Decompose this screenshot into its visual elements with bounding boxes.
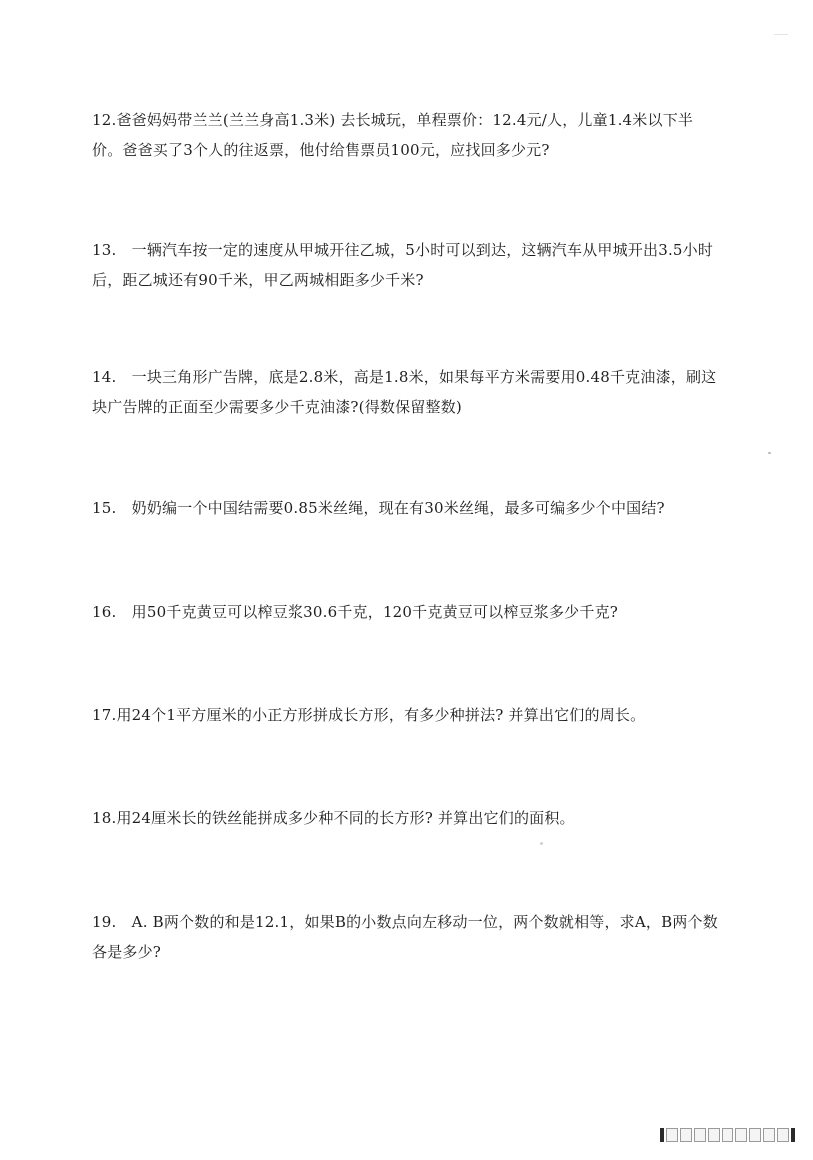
scan-cell-mark [735, 1128, 747, 1142]
problem-16: 16. 用50千克黄豆可以榨豆浆30.6千克，120千克黄豆可以榨豆浆多少千克? [92, 603, 619, 621]
problem-13: 13. 一辆汽车按一定的速度从甲城开往乙城，5小时可以到达，这辆汽车从甲城开出3.5小时后，距乙城还有90千米，甲乙两城相距多少千米? [92, 241, 714, 289]
problem-17: 17.用24个1平方厘米的小正方形拼成长方形，有多少种拼法? 并算出它们的周长。 [92, 706, 646, 724]
scan-mark [774, 34, 788, 35]
problem-12: 12.爸爸妈妈带兰兰(兰兰身高1.3米) 去长城玩，单程票价：12.4元/人，儿童1.4米以下半价。爸爸买了3个人的往返票，他付给售票员100元，应找回多少元? [92, 111, 694, 159]
scan-cell-mark [680, 1128, 692, 1142]
problem-18: 18.用24厘米长的铁丝能拼成多少种不同的长方形? 并算出它们的面积。 [92, 809, 575, 827]
scan-block-mark [660, 1128, 664, 1142]
scan-block-mark [791, 1128, 795, 1142]
problem-19: 19. A. B两个数的和是12.1，如果B的小数点向左移动一位，两个数就相等，求A，B两个数各是多少? [92, 913, 718, 961]
scan-footer-marks [660, 1127, 795, 1143]
scan-cell-mark [763, 1128, 775, 1142]
scan-cell-mark [694, 1128, 706, 1142]
scan-cell-mark [749, 1128, 761, 1142]
problem-14: 14. 一块三角形广告牌，底是2.8米，高是1.8米，如果每平方米需要用0.48千克油漆，刷这块广告牌的正面至少需要多少千克油漆?(得数保留整数) [92, 368, 717, 416]
scan-cell-mark [708, 1128, 720, 1142]
scan-speck [768, 452, 771, 454]
scan-cell-mark [722, 1128, 734, 1142]
scan-cell-mark [777, 1128, 789, 1142]
scan-speck [540, 842, 543, 845]
problem-15: 15. 奶奶编一个中国结需要0.85米丝绳，现在有30米丝绳，最多可编多少个中国结? [92, 499, 665, 517]
scan-cell-mark [666, 1128, 678, 1142]
